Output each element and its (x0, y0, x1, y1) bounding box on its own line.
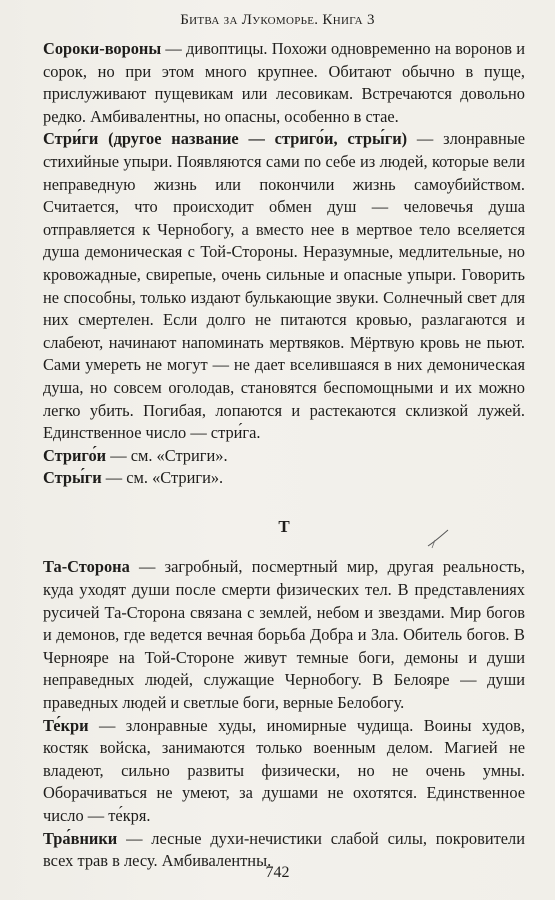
entry-text: — злонравные стихийные упыри. Появляются сами по себе из людей, которые вели неправедную жизнь или покончили жизнь самоубийством. Считается, что происходит обмен душ — человечья душа отправляется к Чернобогу, а вместо нее в мертвое тело вселяется душа демоническая с Той-Стороны. Неразумные, медлительные, но кровожадные, свирепые, очень сильные и опасные упыри. Говорить не способны, только издают булькающие звуки. Солнечный свет для них смертелен. Если долго не питаются кровью, разлагаются и слабеют, начинают напоминать мертвяков. Мёртвую кровь не пьют. Сами умереть не могут — не дает вселившаяся в них демоническая душа, но совсем оголодав, становятся беспомощными и их можно легко убить. Погибая, лопаются и растекаются склизкой лужей. Единственное число — стри́га. (43, 129, 525, 443)
entry-text: — см. «Стриги». (106, 445, 228, 465)
glossary-entry (43, 556, 525, 714)
glossary-entry (43, 128, 525, 444)
entries-s (43, 38, 525, 490)
entry-text: — дивоптицы. Похожи одновременно на воронов и сорок, но при этом много крупнее. Обитают обычно в пуще, прислуживают пущевикам или лесовикам. Встречаются довольно редко. Амбивалентны, но опасны, особенно в стае. (43, 39, 525, 126)
entry-term: Сороки-вороны (43, 39, 162, 58)
entry-text: — злонравные худы, иномирные чудища. Воины худов, костяк войска, занимаются только военным делом. Магией не владеют, сильно развиты физически, но не очень умны. Оборачиваться не умеют, за душами не охотятся. Единственное число — те́кря. (43, 715, 525, 825)
glossary-entry (43, 715, 525, 828)
entry-term: Те́кри (43, 715, 89, 735)
entry-text: — лесные духи-нечистики слабой силы, покровители всех трав в лесу. Амбивалентны. (43, 828, 525, 871)
entry-text: — см. «Стриги». (101, 468, 224, 488)
entry-term: Та-Сторона (43, 557, 130, 577)
entry-term: Стры́ги (43, 468, 102, 488)
entry-term: Стриго́и (43, 445, 107, 465)
glossary-entry (43, 38, 525, 128)
entry-term: Тра́вники (43, 828, 118, 848)
glossary-body (43, 38, 525, 873)
pencil-mark-icon (426, 528, 450, 550)
entry-term: Стри́ги (другое название — стриго́и, стры́ги) (43, 129, 408, 149)
glossary-entry (43, 467, 525, 490)
entry-text: — загробный, посмертный мир, другая реальность, куда уходят души после смерти физических тел. В представлениях русичей Та-Сторона связана с землей, небом и звездами. Мир богов и демонов, где ведется вечная борьба Добра и Зла. Обитель богов. В Чернояре на Той-Стороне живут темные боги, демоны и души неправедных людей, служащие Чернобогу. В Белояре — души праведных людей и светлые боги, верные Белобогу. (43, 557, 525, 713)
glossary-entry (43, 445, 525, 468)
section-letter: Т (278, 516, 290, 536)
running-head: Битва за Лукоморье. Книга 3 (180, 12, 375, 28)
entries-t (43, 556, 525, 872)
page-number: 742 (265, 864, 290, 881)
